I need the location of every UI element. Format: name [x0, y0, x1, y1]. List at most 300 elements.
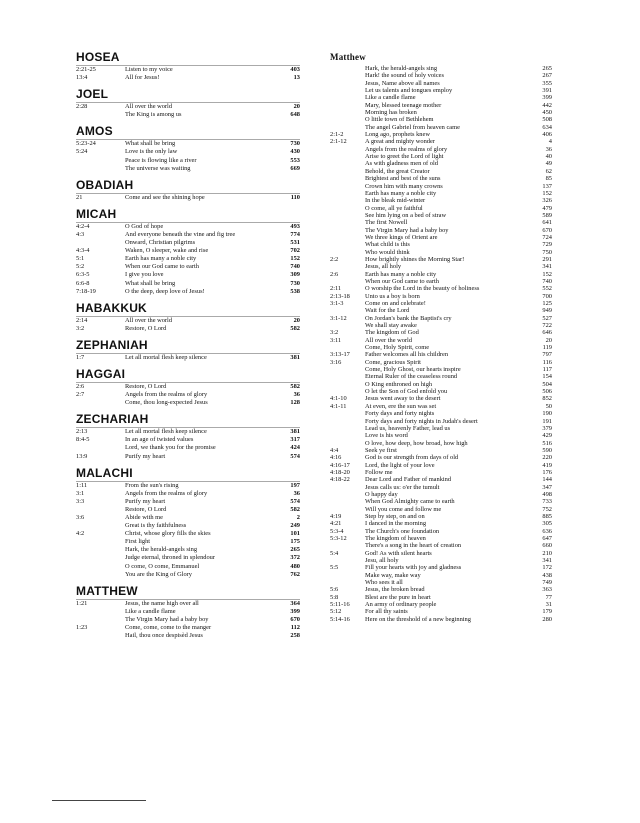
- index-entry: [330, 256, 552, 263]
- index-entry: [330, 506, 552, 513]
- index-entry: [76, 325, 300, 333]
- hymn-title: All for Jesus!: [125, 74, 160, 82]
- hymn-title: Angels from the realms of glory: [125, 489, 208, 497]
- hymn-title: At even, ere the sun was set: [365, 402, 437, 410]
- index-entry: [330, 542, 552, 549]
- index-entry: [330, 102, 552, 109]
- hymn-number: 341: [542, 263, 552, 271]
- hymn-number: 442: [542, 101, 552, 109]
- book-heading: JOEL: [76, 87, 300, 103]
- hymn-title: Mary, blessed teenage mother: [365, 101, 442, 109]
- hymn-number: 364: [290, 599, 300, 607]
- book-heading: MALACHI: [76, 466, 300, 482]
- hymn-title: Who sees it all: [365, 579, 403, 587]
- hymn-title: Lead us, heavenly Father, lead us: [365, 424, 451, 432]
- hymn-title: Unto us a boy is born: [365, 292, 420, 300]
- index-entry: [76, 563, 300, 571]
- index-entry: [330, 263, 552, 270]
- scripture-reference: 13:4: [76, 74, 88, 82]
- hymn-number: 670: [290, 615, 300, 623]
- index-entry: [76, 444, 300, 452]
- hymn-number: 4: [548, 138, 552, 146]
- index-entry: [330, 418, 552, 425]
- index-entry: [330, 278, 552, 285]
- hymn-title: Hark, the herald-angels sing: [365, 65, 438, 72]
- index-entry: [330, 138, 552, 145]
- hymn-number: 733: [542, 498, 552, 506]
- hymn-number: 152: [542, 189, 552, 197]
- book-heading: ZECHARIAH: [76, 412, 300, 428]
- hymn-number: 112: [290, 624, 300, 632]
- hymn-title: Wait for the Lord: [365, 307, 410, 315]
- index-entry: [76, 399, 300, 407]
- hymn-title: Here on the threshold of a new beginning: [365, 615, 471, 623]
- index-entry: [76, 223, 300, 231]
- hymn-number: 429: [542, 432, 552, 440]
- index-entry: [76, 391, 300, 399]
- index-entry: [330, 212, 552, 219]
- hymn-number: 379: [542, 424, 552, 432]
- scripture-reference: 4:1-11: [330, 402, 347, 410]
- right-column: [330, 50, 552, 623]
- index-entry: [330, 293, 552, 300]
- scripture-reference: 3:3: [76, 497, 85, 505]
- hymn-number: 553: [290, 156, 300, 164]
- index-entry: [330, 249, 552, 256]
- hymn-number: 634: [542, 123, 552, 131]
- index-entry: [76, 103, 300, 111]
- index-entry: [76, 428, 300, 436]
- index-entry: [76, 506, 300, 514]
- hymn-title: Restore, O Lord: [125, 382, 167, 390]
- book-heading: MATTHEW: [76, 584, 300, 600]
- running-header: Matthew: [330, 52, 366, 62]
- index-entry: [330, 608, 552, 615]
- hymn-title: Father welcomes all his children: [365, 351, 449, 359]
- scripture-reference: 3:2: [76, 324, 85, 332]
- index-entry: [330, 579, 552, 586]
- hymn-title: And everyone beneath the vine and fig tree: [125, 230, 236, 238]
- hymn-number: 660: [542, 542, 552, 550]
- index-entry: [76, 354, 300, 362]
- hymn-title: How brightly shines the Morning Star!: [365, 255, 465, 263]
- hymn-number: 531: [290, 239, 300, 247]
- hymn-number: 852: [542, 395, 552, 403]
- hymn-title: The kingdom of heaven: [365, 535, 426, 542]
- hymn-number: 669: [290, 164, 300, 172]
- index-entry: [330, 476, 552, 483]
- index-entry: [76, 157, 300, 165]
- hymn-title: The King is among us: [125, 111, 182, 119]
- scripture-reference: 3:1-3: [330, 300, 344, 307]
- hymn-title: Come, Holy Ghost, our hearts inspire: [365, 366, 461, 374]
- index-entry: [330, 403, 552, 410]
- index-entry: [330, 535, 552, 542]
- index-entry: [76, 247, 300, 255]
- book-heading: HAGGAI: [76, 367, 300, 383]
- book-heading: MICAH: [76, 207, 300, 223]
- hymn-number: 636: [542, 527, 552, 535]
- hymn-number: 341: [542, 557, 552, 565]
- hymn-title: An army of ordinary people: [365, 601, 437, 609]
- hymn-number: 438: [542, 571, 552, 579]
- hymn-title: O happy day: [365, 490, 398, 498]
- hymn-number: 480: [290, 562, 300, 570]
- hymn-number: 36: [293, 391, 300, 399]
- hymn-number: 399: [290, 607, 300, 615]
- hymn-title: What shall be bring: [125, 279, 176, 287]
- scripture-reference: 2:6: [330, 270, 339, 278]
- hymn-number: 40: [545, 153, 552, 161]
- hymn-title: Jesus calls us: o'er the tumult: [365, 483, 440, 491]
- index-entry: [330, 520, 552, 527]
- hymn-title: The angel Gabriel from heaven came: [365, 123, 460, 131]
- index-entry: [330, 381, 552, 388]
- footer-rule: [52, 800, 146, 801]
- index-entry: [330, 337, 552, 344]
- scripture-reference: 5:12: [330, 608, 342, 616]
- hymn-number: 504: [542, 380, 552, 388]
- hymn-title: The Virgin Mary had a baby boy: [125, 615, 209, 623]
- index-entry: [330, 109, 552, 116]
- hymn-number: 582: [290, 505, 300, 513]
- hymn-number: 506: [542, 388, 552, 396]
- hymn-title: Purify my heart: [125, 452, 166, 460]
- hymn-number: 406: [542, 131, 552, 139]
- hymn-number: 740: [290, 263, 300, 271]
- index-entry: [330, 586, 552, 593]
- hymn-number: 363: [542, 586, 552, 594]
- index-entry: [330, 373, 552, 380]
- hymn-number: 50: [545, 402, 552, 410]
- hymn-number: 574: [290, 497, 300, 505]
- hymn-number: 740: [542, 277, 552, 285]
- index-entry: [330, 351, 552, 358]
- index-entry: [330, 616, 552, 623]
- hymn-number: 724: [542, 233, 552, 241]
- index-entry: [76, 194, 300, 202]
- hymn-number: 648: [290, 111, 300, 119]
- hymn-title: Christ, whose glory fills the skies: [125, 530, 211, 538]
- hymn-title: Fill your hearts with joy and gladness: [365, 564, 462, 572]
- hymn-number: 210: [542, 549, 552, 557]
- hymn-number: 574: [290, 452, 300, 460]
- hymn-number: 424: [290, 444, 300, 452]
- hymn-title: Let us talents and tongues employ: [365, 87, 453, 95]
- index-entry: [330, 410, 552, 417]
- index-entry: [76, 231, 300, 239]
- hymn-title: Peace is flowing like a river: [125, 156, 197, 164]
- hymn-title: Blest are the pure in heart: [365, 593, 431, 601]
- scripture-reference: 5:11-16: [330, 601, 350, 609]
- scripture-reference: 4:2-4: [76, 222, 90, 230]
- hymn-number: 62: [545, 167, 552, 175]
- scripture-reference: 5:1: [76, 255, 85, 263]
- index-entry: [330, 131, 552, 138]
- scripture-reference: 2:1-2: [330, 131, 344, 139]
- scripture-reference: 5:3-12: [330, 535, 347, 542]
- scripture-reference: 3:11: [330, 336, 342, 344]
- hymn-title: What child is this: [365, 241, 410, 249]
- hymn-number: 391: [542, 87, 552, 95]
- hymn-number: 125: [542, 300, 552, 307]
- index-entry: [76, 453, 300, 461]
- index-entry: [330, 572, 552, 579]
- index-entry: [76, 436, 300, 444]
- hymn-number: 430: [290, 148, 300, 156]
- hymn-number: 750: [542, 248, 552, 256]
- hymn-title: Abide with me: [125, 514, 163, 521]
- index-entry: [76, 571, 300, 579]
- index-entry: [330, 484, 552, 491]
- scripture-reference: 4:21: [330, 520, 342, 528]
- index-entry: [76, 271, 300, 279]
- hymn-title: Crown him with many crowns: [365, 182, 443, 190]
- hymn-number: 347: [542, 483, 552, 491]
- hymn-title: Restore, O Lord: [125, 505, 167, 513]
- hymn-title: The Church's one foundation: [365, 527, 440, 535]
- index-entry: [330, 359, 552, 366]
- index-entry: [76, 288, 300, 296]
- index-entry: [330, 183, 552, 190]
- index-entry: [330, 285, 552, 292]
- index-entry: [330, 432, 552, 439]
- scripture-reference: 5:5: [330, 564, 339, 572]
- scripture-reference: 6:3-5: [76, 271, 90, 279]
- hymn-title: Earth has many a noble city: [125, 255, 197, 263]
- hymn-title: See him lying on a bed of straw: [365, 211, 447, 219]
- hymn-number: 450: [542, 109, 552, 117]
- hymn-title: Behold, the great Creator: [365, 167, 430, 175]
- scripture-reference: 3:13-17: [330, 351, 350, 359]
- hymn-number: 31: [545, 601, 552, 609]
- hymn-number: 762: [290, 570, 300, 578]
- index-entry: [76, 140, 300, 148]
- hymn-number: 101: [290, 530, 300, 538]
- hymn-number: 36: [545, 145, 552, 153]
- hymn-number: 152: [542, 270, 552, 278]
- index-entry: [330, 116, 552, 123]
- hymn-title: Come, Holy Spirit, come: [365, 344, 430, 352]
- book-heading: OBADIAH: [76, 178, 300, 194]
- scripture-reference: 2:13-18: [330, 292, 350, 300]
- scripture-reference: 4:19: [330, 512, 342, 520]
- hymn-title: Who would think: [365, 248, 410, 256]
- index-entry: [76, 66, 300, 74]
- hymn-number: 797: [542, 351, 552, 359]
- hymn-number: 13: [293, 74, 300, 82]
- hymn-number: 590: [542, 446, 552, 454]
- index-entry: [330, 227, 552, 234]
- hymn-title: Like a candle flame: [125, 607, 176, 615]
- index-entry: [76, 600, 300, 608]
- scripture-reference: 2:7: [76, 391, 85, 399]
- scripture-reference: 13:9: [76, 452, 88, 460]
- hymn-number: 538: [290, 287, 300, 295]
- hymn-number: 498: [542, 490, 552, 498]
- scripture-reference: 2:21-25: [76, 66, 96, 73]
- hymn-number: 582: [290, 324, 300, 332]
- hymn-title: O love, how deep, how broad, how high: [365, 439, 468, 447]
- scripture-reference: 2:14: [76, 316, 88, 324]
- hymn-title: Love is his word: [365, 432, 408, 440]
- index-entry: [330, 498, 552, 505]
- scripture-reference: 21: [76, 193, 83, 201]
- index-entry: [76, 632, 300, 640]
- index-entry: [330, 322, 552, 329]
- hymn-title: O little town of Bethlehem: [365, 116, 434, 124]
- hymn-title: Morning has broken: [365, 109, 417, 117]
- book-heading: ZEPHANIAH: [76, 338, 300, 354]
- hymn-number: 152: [290, 255, 300, 263]
- hymn-title: Onward, Christian pilgrims: [125, 239, 196, 247]
- scripture-reference: 2:1-12: [330, 138, 347, 146]
- index-entry: [330, 557, 552, 564]
- scripture-reference: 1:11: [76, 481, 88, 489]
- index-entry: [330, 329, 552, 336]
- index-entry: [330, 491, 552, 498]
- hymn-title: O come, all ye faithful: [365, 204, 423, 212]
- scripture-reference: 7:18-19: [76, 287, 96, 295]
- hymn-number: 582: [290, 382, 300, 390]
- hymn-number: 176: [542, 468, 552, 476]
- hymn-number: 552: [542, 285, 552, 293]
- index-entry: [330, 175, 552, 182]
- hymn-number: 265: [290, 546, 300, 554]
- hymn-title: Let all mortal flesh keep silence: [125, 428, 207, 436]
- index-entry: [330, 564, 552, 571]
- hymn-number: 77: [545, 593, 552, 601]
- index-entry: [330, 447, 552, 454]
- hymn-number: 85: [545, 175, 552, 183]
- hymn-title: Jesus went away to the desert: [365, 395, 441, 403]
- hymn-number: 493: [290, 222, 300, 230]
- index-entry: [76, 624, 300, 632]
- scripture-reference: 5:8: [330, 593, 339, 601]
- hymn-title: We shall stay awake: [365, 322, 417, 330]
- index-entry: [330, 454, 552, 461]
- hymn-title: All over the world: [125, 316, 173, 324]
- scripture-reference: 2:11: [330, 285, 342, 293]
- index-entry: [76, 317, 300, 325]
- scripture-reference: 1:23: [76, 624, 88, 632]
- index-entry: [330, 153, 552, 160]
- hymn-number: 399: [542, 94, 552, 102]
- hymn-number: 381: [290, 353, 300, 361]
- index-entry: [330, 80, 552, 87]
- hymn-title: A great and mighty wonder: [365, 138, 435, 146]
- hymn-title: Waken, O sleeper, wake and rise: [125, 247, 209, 255]
- hymn-number: 49: [545, 160, 552, 168]
- hymn-title: O worship the Lord in the beauty of holiness: [365, 285, 480, 293]
- index-entry: [76, 239, 300, 247]
- hymn-number: 128: [290, 399, 300, 407]
- hymn-title: Earth has many a noble city: [365, 270, 437, 278]
- hymn-number: 258: [290, 632, 300, 640]
- index-entry: [76, 608, 300, 616]
- hymn-title: I give you love: [125, 271, 164, 279]
- index-entry: [330, 307, 552, 314]
- hymn-title: The universe was waiting: [125, 164, 191, 172]
- index-entry: [330, 366, 552, 373]
- index-entry: [76, 530, 300, 538]
- hymn-number: 641: [542, 219, 552, 227]
- index-entry: [76, 498, 300, 506]
- scripture-reference: 2:28: [76, 103, 88, 111]
- index-entry: [330, 146, 552, 153]
- index-entry: [330, 190, 552, 197]
- hymn-number: 670: [542, 226, 552, 234]
- scripture-reference: 5:6: [330, 586, 339, 594]
- hymn-title: For all thy saints: [365, 608, 408, 616]
- hymn-number: 508: [542, 116, 552, 124]
- hymn-number: 702: [290, 247, 300, 255]
- book-heading: HABAKKUK: [76, 301, 300, 317]
- index-entry: [330, 513, 552, 520]
- hymn-title: Jesus, the broken bread: [365, 586, 425, 594]
- hymn-number: 110: [290, 193, 300, 201]
- hymn-title: Angels from the realms of glory: [125, 391, 208, 399]
- index-entry: [330, 425, 552, 432]
- hymn-number: 144: [542, 476, 552, 484]
- hymn-number: 372: [290, 554, 300, 562]
- scripture-reference: 4:3-4: [76, 247, 90, 255]
- hymn-title: Jesus, the name high over all: [125, 599, 199, 607]
- index-entry: [76, 490, 300, 498]
- hymn-title: Listen to my voice: [125, 66, 173, 73]
- hymn-number: 117: [542, 366, 552, 374]
- hymn-number: 267: [542, 72, 552, 80]
- hymn-title: Come, come, come to the manger: [125, 624, 212, 632]
- hymn-number: 647: [542, 535, 552, 542]
- index-entry: [76, 514, 300, 522]
- hymn-number: 172: [542, 564, 552, 572]
- hymn-number: 154: [542, 373, 552, 381]
- index-entry: [330, 65, 552, 72]
- hymn-number: 646: [542, 329, 552, 337]
- hymn-number: 516: [542, 439, 552, 447]
- book-heading: HOSEA: [76, 50, 300, 66]
- hymn-title: Lord, the light of your love: [365, 461, 435, 469]
- hymn-title: We three kings of Orient are: [365, 233, 438, 241]
- hymn-title: Step by step, on and on: [365, 512, 425, 520]
- scripture-reference: 3:1: [76, 489, 85, 497]
- hymn-title: Earth has many a noble city: [365, 189, 437, 197]
- index-entry: [76, 538, 300, 546]
- index-entry: [330, 315, 552, 322]
- scripture-reference: 4:18-22: [330, 476, 350, 484]
- hymn-title: O God of hope: [125, 222, 164, 230]
- scripture-reference: 8:4-5: [76, 436, 90, 444]
- hymn-number: 116: [542, 358, 552, 366]
- hymn-title: Come on and celebrate!: [365, 300, 426, 307]
- index-entry: [330, 395, 552, 402]
- scripture-reference: 5:24: [76, 148, 88, 156]
- hymn-number: 20: [545, 336, 552, 344]
- hymn-number: 326: [542, 197, 552, 205]
- index-entry: [76, 148, 300, 156]
- hymn-number: 479: [542, 204, 552, 212]
- hymn-number: 119: [542, 344, 552, 352]
- index-entry: [76, 280, 300, 288]
- hymn-title: Come and see the shining hope: [125, 193, 205, 201]
- left-column: [76, 50, 300, 640]
- hymn-title: God! As with silent hearts: [365, 549, 432, 557]
- hymn-number: 317: [290, 436, 300, 444]
- hymn-title: Will you come and follow me: [365, 505, 442, 513]
- index-entry: [76, 111, 300, 119]
- scripture-reference: 1:21: [76, 599, 88, 607]
